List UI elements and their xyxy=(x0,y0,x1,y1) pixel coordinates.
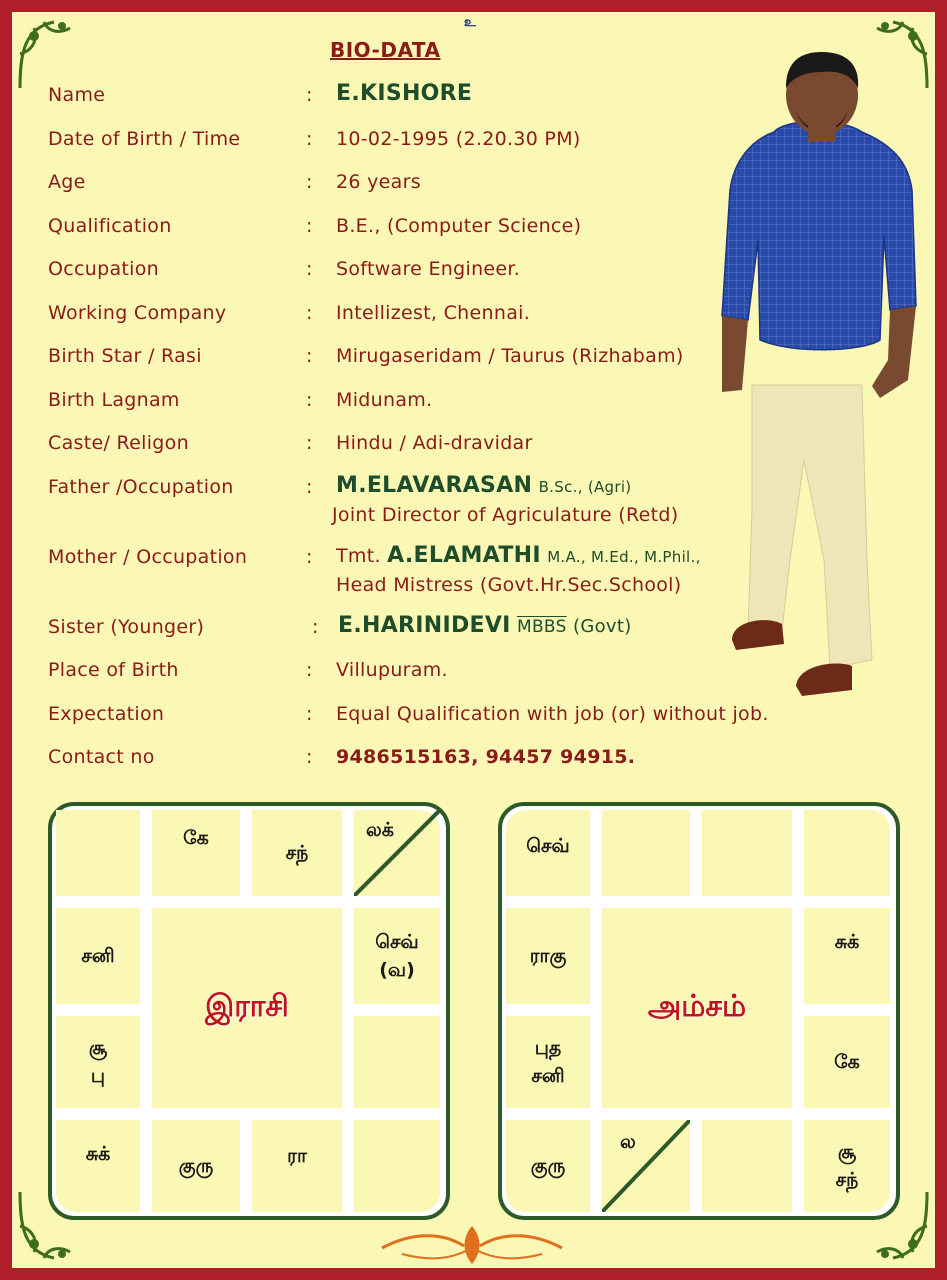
row-value: Hindu / Adi-dravidar xyxy=(336,432,533,454)
bottom-ornament xyxy=(372,1218,572,1268)
row-value: Midunam. xyxy=(336,389,433,411)
row-colon: : xyxy=(306,128,313,150)
amsam-planet: புத xyxy=(534,1036,562,1059)
row-colon: : xyxy=(306,703,313,725)
profile-photo xyxy=(712,40,927,710)
row-colon: : xyxy=(312,616,319,638)
row-label: Working Company xyxy=(48,302,227,324)
row-value: Software Engineer. xyxy=(336,258,521,280)
row-colon: : xyxy=(306,659,313,681)
sister-extra: (Govt) xyxy=(573,616,632,637)
mother-prefix: Tmt. xyxy=(336,545,381,567)
row-label: Age xyxy=(48,171,86,193)
amsam-cell: ராகு xyxy=(506,908,590,1004)
biodata-card xyxy=(12,12,935,1268)
amsam-planet: சூ xyxy=(837,1140,857,1163)
pillaiyar-suzhi-mark: உ xyxy=(464,15,476,30)
row-colon: : xyxy=(306,84,313,106)
amsam-cell: குரு xyxy=(506,1120,590,1212)
row-value: Equal Qualification with job (or) without job. xyxy=(336,703,769,725)
row-value xyxy=(338,613,632,638)
row-colon: : xyxy=(306,302,313,324)
row-label: Place of Birth xyxy=(48,659,179,681)
rasi-cell-multi xyxy=(56,1016,140,1108)
row-value xyxy=(336,473,631,498)
row-label: Father /Occupation xyxy=(48,476,234,498)
row-value xyxy=(336,543,701,568)
row-label: Contact no xyxy=(48,746,155,768)
rasi-cell: சனி xyxy=(56,908,140,1004)
amsam-cell xyxy=(602,810,690,896)
row-label: Sister (Younger) xyxy=(48,616,205,638)
amsam-chart xyxy=(498,802,900,1220)
lagnam-diagonal xyxy=(354,810,440,896)
lagnam-diagonal xyxy=(602,1120,690,1212)
amsam-center-label: அம்சம் xyxy=(602,908,792,1108)
rasi-cell: ரா xyxy=(252,1120,342,1212)
rasi-center-label: இராசி xyxy=(152,908,342,1108)
rasi-cell: கே xyxy=(152,810,240,896)
row-colon: : xyxy=(306,746,313,768)
row-colon: : xyxy=(306,258,313,280)
row-value: Intellizest, Chennai. xyxy=(336,302,531,324)
rasi-chart xyxy=(48,802,450,1220)
row-colon: : xyxy=(306,215,313,237)
amsam-cell: செவ் xyxy=(506,810,590,896)
rasi-cell: குரு xyxy=(152,1120,240,1212)
rasi-cell xyxy=(56,810,140,896)
rasi-cell-multi xyxy=(354,908,440,1004)
row-label: Birth Lagnam xyxy=(48,389,180,411)
row-label: Caste/ Religon xyxy=(48,432,189,454)
row-label: Birth Star / Rasi xyxy=(48,345,202,367)
row-label: Name xyxy=(48,84,106,106)
row-colon: : xyxy=(306,389,313,411)
mother-name: A.ELAMATHI xyxy=(387,543,541,568)
row-colon: : xyxy=(306,476,313,498)
rasi-planet: சூ xyxy=(88,1036,108,1059)
row-value: 9486515163, 94457 94915. xyxy=(336,746,636,768)
row-colon: : xyxy=(306,546,313,568)
amsam-cell xyxy=(804,810,890,896)
amsam-planet: சந் xyxy=(835,1169,859,1191)
row-colon: : xyxy=(306,345,313,367)
mother-occupation: Head Mistress (Govt.Hr.Sec.School) xyxy=(336,574,682,596)
father-degree: B.Sc., (Agri) xyxy=(538,478,632,496)
row-value: 26 years xyxy=(336,171,421,193)
amsam-cell: சுக் xyxy=(804,908,890,1004)
row-label: Mother / Occupation xyxy=(48,546,248,568)
amsam-cell: கே xyxy=(804,1016,890,1108)
rasi-cell xyxy=(354,1016,440,1108)
row-value: E.KISHORE xyxy=(336,81,473,106)
amsam-lagnam-label: ல xyxy=(620,1131,636,1153)
amsam-cell xyxy=(702,810,792,896)
sister-degree: MBBS xyxy=(517,617,567,637)
row-label: Expectation xyxy=(48,703,165,725)
row-colon: : xyxy=(306,432,313,454)
row-value: B.E., (Computer Science) xyxy=(336,215,582,237)
row-label: Date of Birth / Time xyxy=(48,128,241,150)
amsam-cell-multi xyxy=(506,1016,590,1108)
rasi-planet: செவ் xyxy=(375,930,419,953)
row-value: Villupuram. xyxy=(336,659,448,681)
row-value: 10-02-1995 (2.20.30 PM) xyxy=(336,128,581,150)
corner-ornament-top-left xyxy=(14,14,94,94)
rasi-cell xyxy=(354,1120,440,1212)
amsam-planet: சனி xyxy=(531,1065,565,1087)
rasi-planet: பு xyxy=(90,1065,106,1087)
father-occupation: Joint Director of Agriculature (Retd) xyxy=(332,504,679,526)
rasi-planet: (வ) xyxy=(379,959,415,981)
mother-degree: M.A., M.Ed., M.Phil., xyxy=(547,548,701,566)
row-label: Occupation xyxy=(48,258,159,280)
row-colon: : xyxy=(306,171,313,193)
page-title: BIO-DATA xyxy=(330,38,441,62)
amsam-cell xyxy=(702,1120,792,1212)
row-label: Qualification xyxy=(48,215,172,237)
amsam-cell-multi xyxy=(804,1120,890,1212)
rasi-lagnam-label: லக் xyxy=(366,819,394,841)
row-value: Mirugaseridam / Taurus (Rizhabam) xyxy=(336,345,684,367)
sister-name: E.HARINIDEVI xyxy=(338,613,511,638)
rasi-cell: சுக் xyxy=(56,1120,140,1212)
rasi-cell: சந் xyxy=(252,810,342,896)
father-name: M.ELAVARASAN xyxy=(336,473,533,498)
